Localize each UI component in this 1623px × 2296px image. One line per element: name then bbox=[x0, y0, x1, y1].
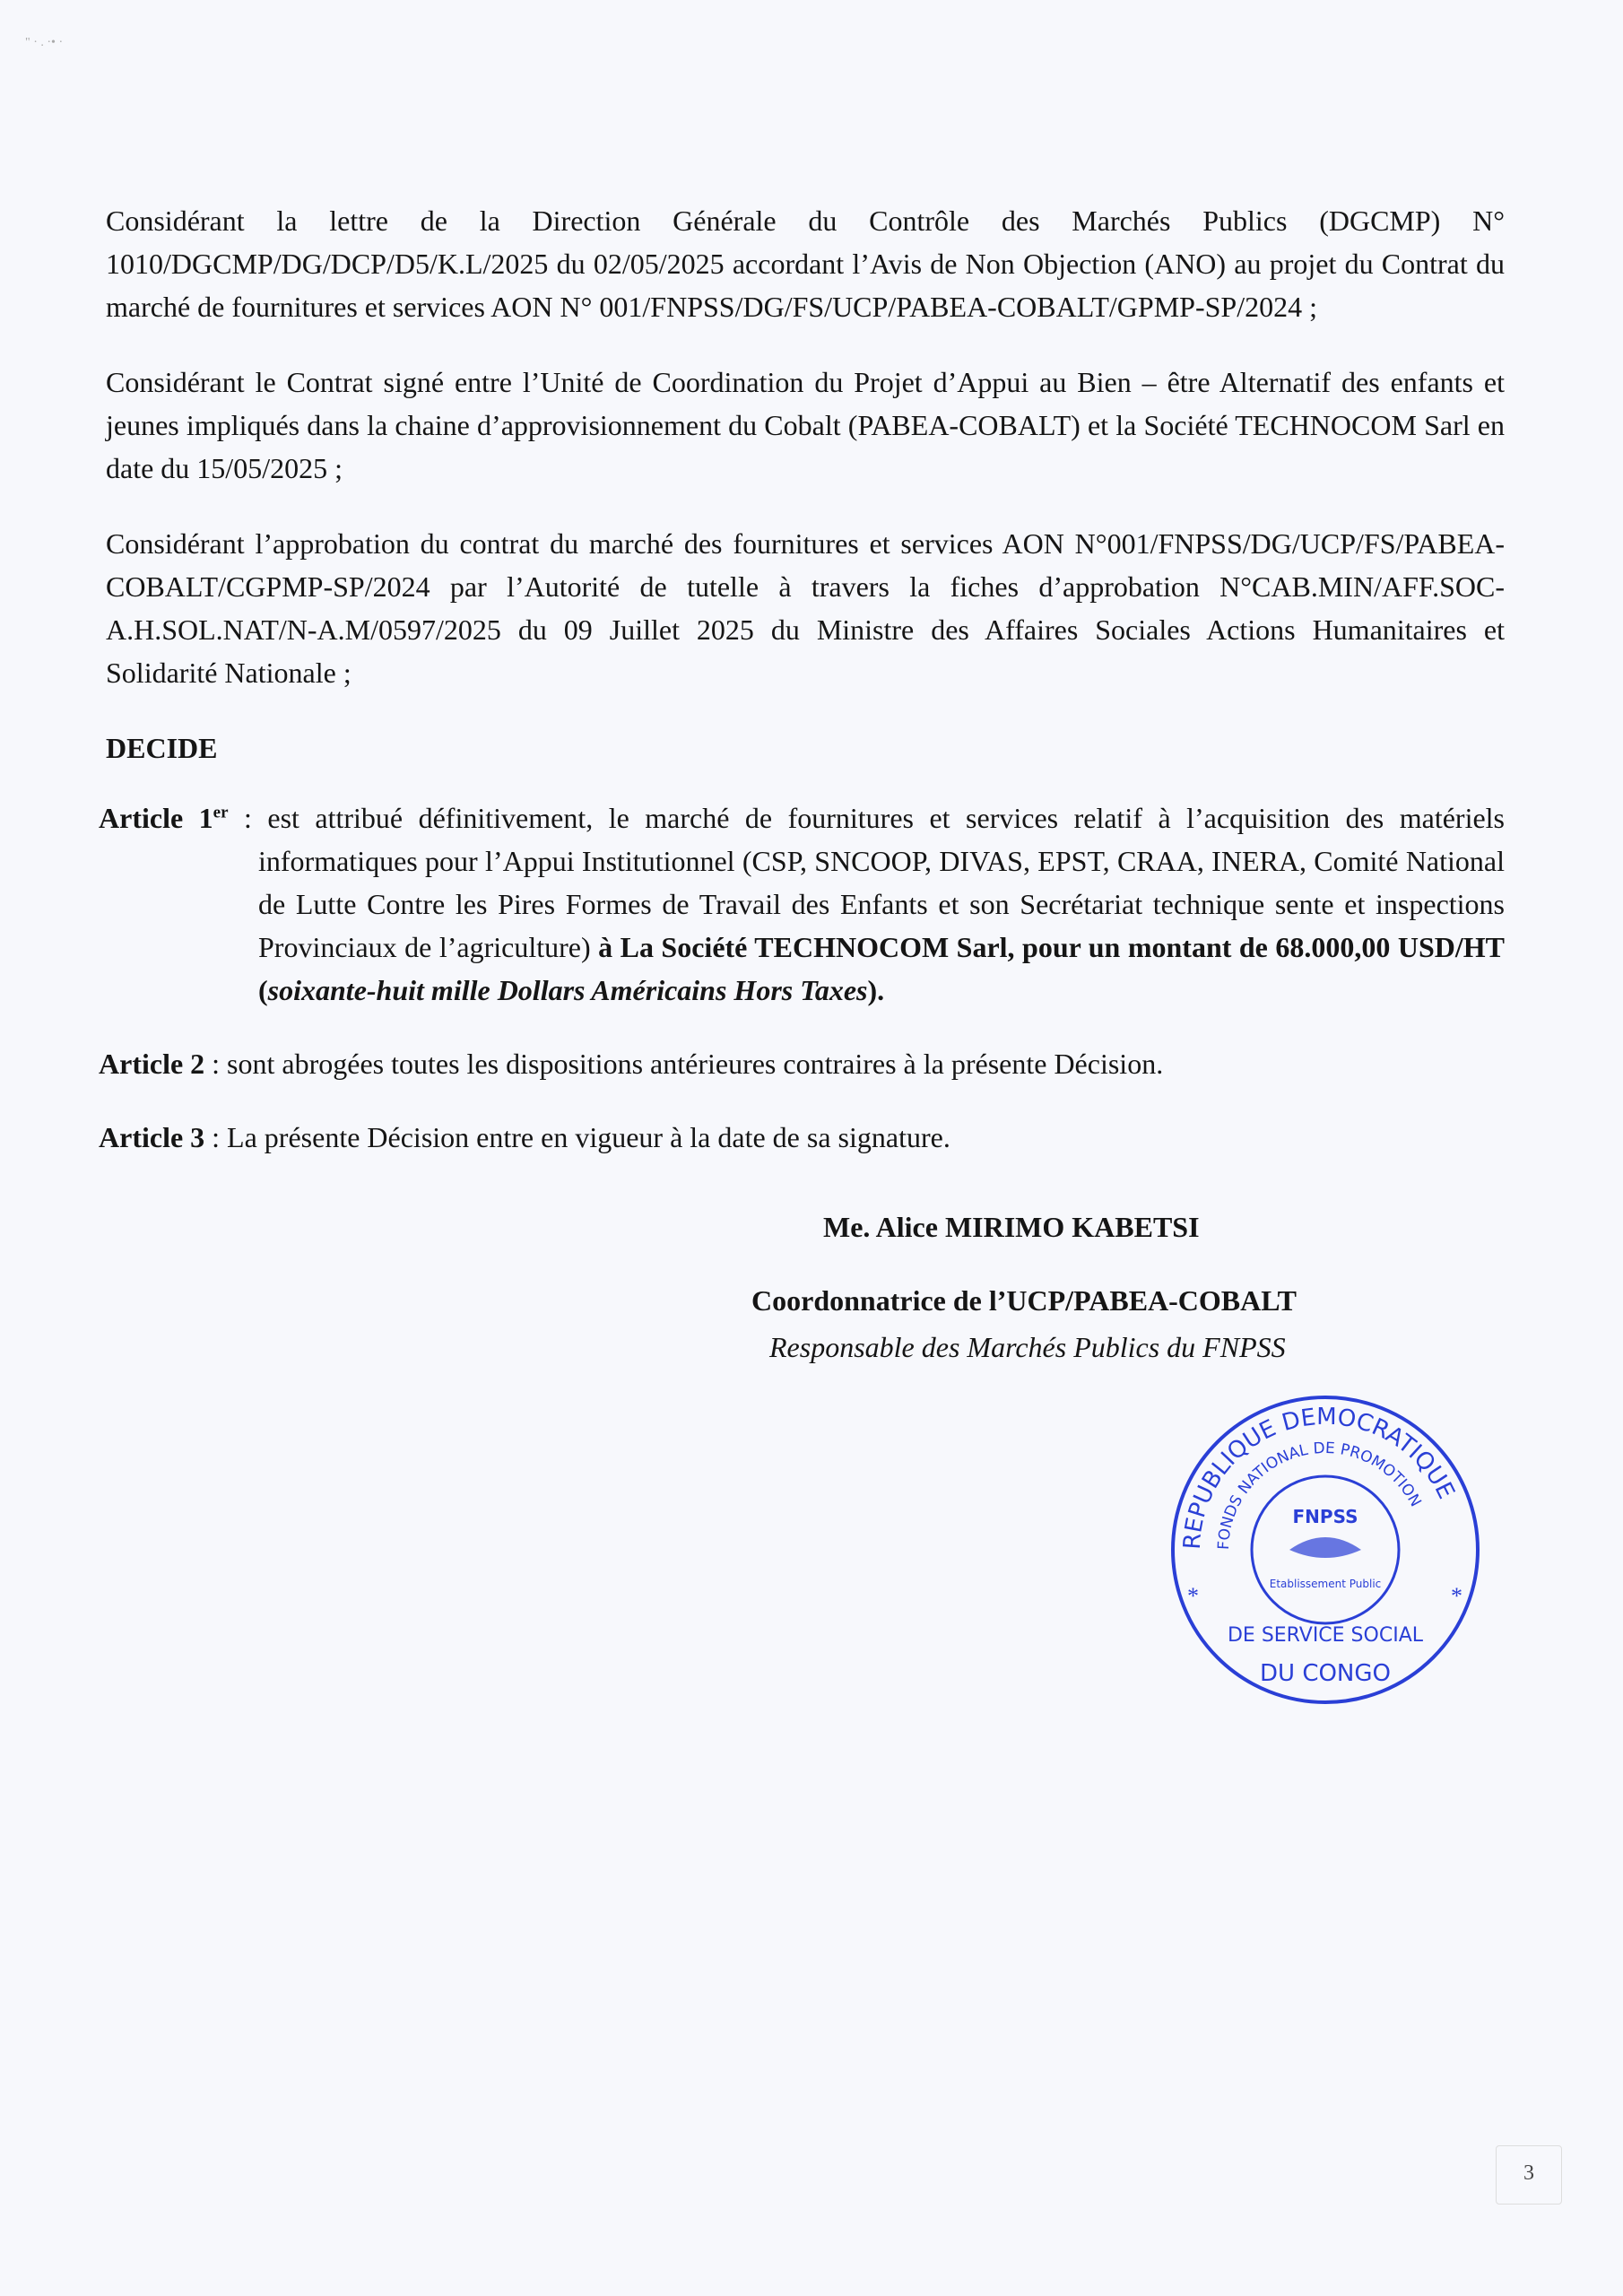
official-stamp bbox=[1164, 1388, 1487, 1711]
page-number: 3 bbox=[1496, 2145, 1562, 2205]
article-1-amount-words: soixante-huit mille Dollars Américains Hors Taxes bbox=[267, 974, 868, 1006]
article-1-label: Article 1er bbox=[99, 802, 229, 834]
article-1-end: ). bbox=[867, 974, 885, 1006]
signatory-subtitle: Responsable des Marchés Publics du FNPSS bbox=[769, 1331, 1286, 1363]
article-1 bbox=[99, 796, 1505, 1012]
scan-mark: " · . ·• · bbox=[25, 36, 64, 49]
article-1-text: : est attribué définitivement, le marché de fournitures et services relatif à l’acquisition des matériels informatiques pour l’Appui Institutionnel (CSP, SNCOOP, DIVAS, EPST, CRAA, INERA, Comité National de Lutte Contre les Pires Formes de Travail des Enfants et son Secrétariat technique sente et inspections Provinciaux de l’agriculture) bbox=[228, 802, 1506, 963]
paragraph-considerant-1: Considérant la lettre de la Direction Générale du Contrôle des Marchés Publics (DGCMP) N° 1010/DGCMP/DG/DCP/D5/K.L/2025 du 02/05/2025 accordant l’Avis de Non Objection (ANO) au projet du Contrat du marché de fournitures et services AON N° 001/FNPSS/DG/FS/UCP/PABEA-COBALT/GPMP-SP/2024 ; bbox=[106, 204, 1505, 323]
stamp-star-icon: * bbox=[1451, 1583, 1462, 1609]
stamp-outer-text: REPUBLIQUE DEMOCRATIQUE bbox=[1178, 1403, 1460, 1551]
stamp-container bbox=[1164, 1388, 1487, 1711]
paragraph-considerant-3: Considérant l’approbation du contrat du marché des fournitures et services AON N°001/FNPSS/DG/UCP/FS/PABEA-COBALT/CGPMP-SP/2024 par l’Autorité de tutelle à travers la fiches d’approbation N°CAB.MIN/AFF.SOC-A.H.SOL.NAT/N-A.M/0597/2025 du 09 Juillet 2025 du Ministre des Affaires Sociales Actions Humanitaires et Solidarité Nationale ; bbox=[106, 527, 1505, 689]
stamp-handshake-icon bbox=[1289, 1537, 1361, 1558]
decide-heading: DECIDE bbox=[106, 732, 218, 764]
article-2-text: : sont abrogées toutes les dispositions antérieures contraires à la présente Décision. bbox=[204, 1048, 1164, 1080]
signatory-title: Coordonnatrice de l’UCP/PABEA-COBALT bbox=[751, 1284, 1297, 1317]
stamp-star-icon: * bbox=[1187, 1583, 1199, 1609]
stamp-center-text: FNPSS bbox=[1292, 1506, 1358, 1527]
article-2-label: Article 2 bbox=[99, 1048, 205, 1080]
stamp-bottom-text: DE SERVICE SOCIAL bbox=[1227, 1624, 1424, 1647]
article-3-label: Article 3 bbox=[99, 1121, 205, 1153]
stamp-inner-text: FONDS NATIONAL DE PROMOTION bbox=[1214, 1439, 1425, 1551]
paragraph-considerant-2: Considérant le Contrat signé entre l’Unité de Coordination du Projet d’Appui au Bien – être Alternatif des enfants et jeunes impliqués dans la chaine d’approvisionnement du Cobalt (PABEA-COBALT) et la Société TECHNOCOM Sarl en date du 15/05/2025 ; bbox=[106, 366, 1505, 484]
article-1-award: à La Société TECHNOCOM Sarl, pour un montant de 68.000,00 USD/HT ( bbox=[258, 931, 1506, 1006]
stamp-sub-text: Etablissement Public bbox=[1269, 1578, 1382, 1590]
document-body bbox=[99, 199, 1506, 1711]
stamp-congo-text: DU CONGO bbox=[1260, 1660, 1391, 1687]
article-2 bbox=[99, 1042, 1505, 1085]
article-3 bbox=[99, 1116, 1505, 1159]
signature-block bbox=[751, 1204, 1505, 1370]
article-3-text: : La présente Décision entre en vigueur à la date de sa signature. bbox=[204, 1121, 950, 1153]
signatory-name: Me. Alice MIRIMO KABETSI bbox=[823, 1211, 1200, 1243]
